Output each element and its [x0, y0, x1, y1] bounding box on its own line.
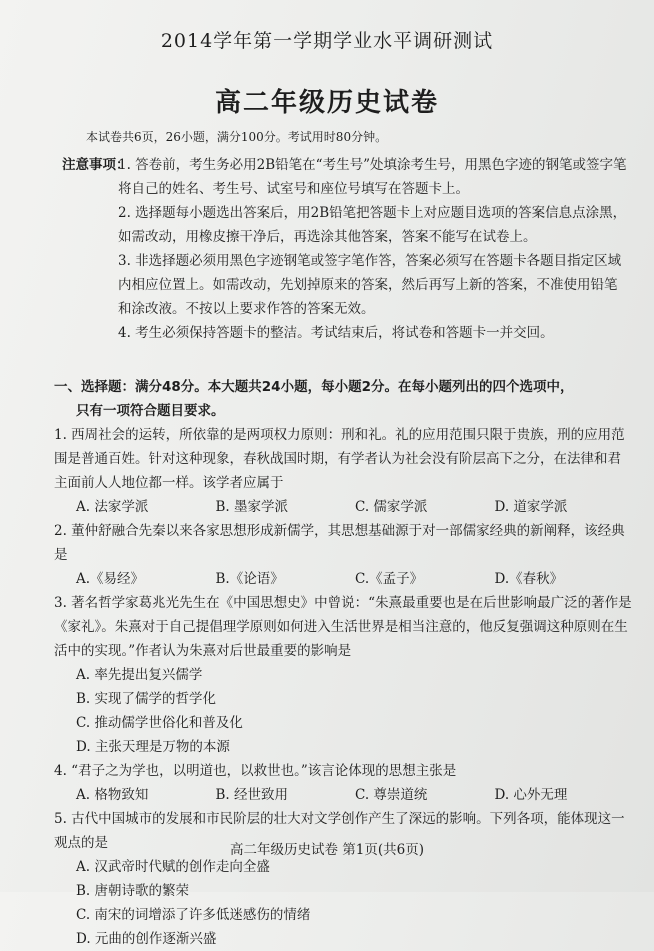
question-stem: 5. 古代中国城市的发展和市民阶层的壮大对文学创作产生了深远的影响。下列各项，能体现这一观点的是	[54, 811, 625, 851]
question-options	[54, 663, 634, 759]
question-options	[54, 567, 634, 591]
option-a: A. 率先提出复兴儒学	[76, 667, 203, 683]
option-a: A.《易经》	[76, 571, 145, 587]
question-options	[54, 783, 634, 807]
option-a: A. 法家学派	[76, 499, 149, 515]
option-d: D.《春秋》	[494, 571, 564, 587]
question-stem: 4. “君子之为学也，以明道也，以救世也。”该言论体现的思想主张是	[54, 763, 457, 779]
option-b: B. 唐朝诗歌的繁荣	[76, 883, 190, 899]
question-1	[54, 423, 634, 519]
option-d: D. 元曲的创作逐渐兴盛	[76, 931, 217, 947]
note-item-1: 1. 答卷前，考生务必用2B铅笔在“考生号”处填涂考生号，用黑色字迹的钢笔或签字笔将自己的姓名、考生号、试室号和座位号填写在答题卡上。	[118, 157, 627, 197]
note-item-2: 2. 选择题每小题选出答案后，用2B铅笔把答题卡上对应题目选项的答案信息点涂黑，如需改动，用橡皮擦干净后，再选涂其他答案，答案不能写在试卷上。	[118, 205, 627, 245]
exam-intro: 本试卷共6页，26小题，满分100分。考试用时80分钟。	[86, 130, 388, 144]
question-stem: 2. 董仲舒融合先秦以来各家思想形成新儒学，其思想基础源于对一部儒家经典的新阐释，该经典是	[54, 523, 625, 563]
note-item-4: 4. 考生必须保持答题卡的整洁。考试结束后，将试卷和答题卡一并交回。	[118, 325, 554, 341]
option-d: D. 心外无理	[494, 787, 568, 803]
option-b: B. 经世致用	[215, 787, 289, 803]
question-options	[54, 855, 634, 951]
note-item-3: 3. 非选择题必须用黑色字迹钢笔或签字笔作答，答案必须写在答题卡各题目指定区域内相应位置上。如需改动，先划掉原来的答案，然后再写上新的答案，不准使用铅笔和涂改液。不按以上要求作答的答案无效。	[118, 253, 622, 317]
option-a: A. 格物致知	[76, 787, 149, 803]
option-c: C. 推动儒学世俗化和普及化	[76, 715, 243, 731]
question-4	[54, 759, 634, 807]
notes-block	[62, 153, 628, 345]
question-stem: 3. 著名哲学家葛兆光先生在《中国思想史》中曾说：“朱熹最重要也是在后世影响最广泛的著作是《家礼》。朱熹对于自己提倡理学原则如何进入生活世界是相当注意的，他反复强调这种原则在生活中的实现。”作者认为朱熹对后世最重要的影响是	[54, 595, 632, 659]
question-2	[54, 519, 634, 591]
option-b: B.《论语》	[215, 571, 284, 587]
paper-subtitle: 高二年级历史试卷	[214, 88, 439, 118]
option-d: D. 道家学派	[494, 499, 568, 515]
question-list	[54, 423, 634, 951]
option-c: C. 南宋的词增添了许多低迷感伤的情绪	[76, 907, 311, 923]
exam-title: 2014学年第一学期学业水平调研测试	[160, 30, 494, 52]
option-a: A. 汉武帝时代赋的创作走向全盛	[76, 859, 270, 875]
notes-label: 注意事项：	[62, 157, 130, 173]
section-heading-line1: 一、选择题：满分48分。本大题共24小题，每小题2分。在每小题列出的四个选项中，	[54, 379, 574, 395]
section-heading	[54, 375, 634, 423]
question-stem: 1. 西周社会的运转，所依靠的是两项权力原则：刑和礼。礼的应用范围只限于贵族，刑的应用范围是普通百姓。针对这种现象，春秋战国时期，有学者认为社会没有阶层高下之分，在法律和君主面前人人地位都一样。该学者应属于	[54, 427, 625, 491]
option-b: B. 实现了儒学的哲学化	[76, 691, 217, 707]
question-options	[54, 495, 634, 519]
page-footer: 高二年级历史试卷 第1页(共6页)	[229, 842, 424, 858]
option-c: C. 尊崇道统	[355, 787, 428, 803]
section-heading-line2: 只有一项符合题目要求。	[76, 403, 225, 419]
option-c: C.《孟子》	[355, 571, 424, 587]
option-c: C. 儒家学派	[355, 499, 428, 515]
option-d: D. 主张天理是万物的本源	[76, 739, 230, 755]
question-5	[54, 807, 634, 951]
option-b: B. 墨家学派	[215, 499, 289, 515]
question-3	[54, 591, 634, 759]
